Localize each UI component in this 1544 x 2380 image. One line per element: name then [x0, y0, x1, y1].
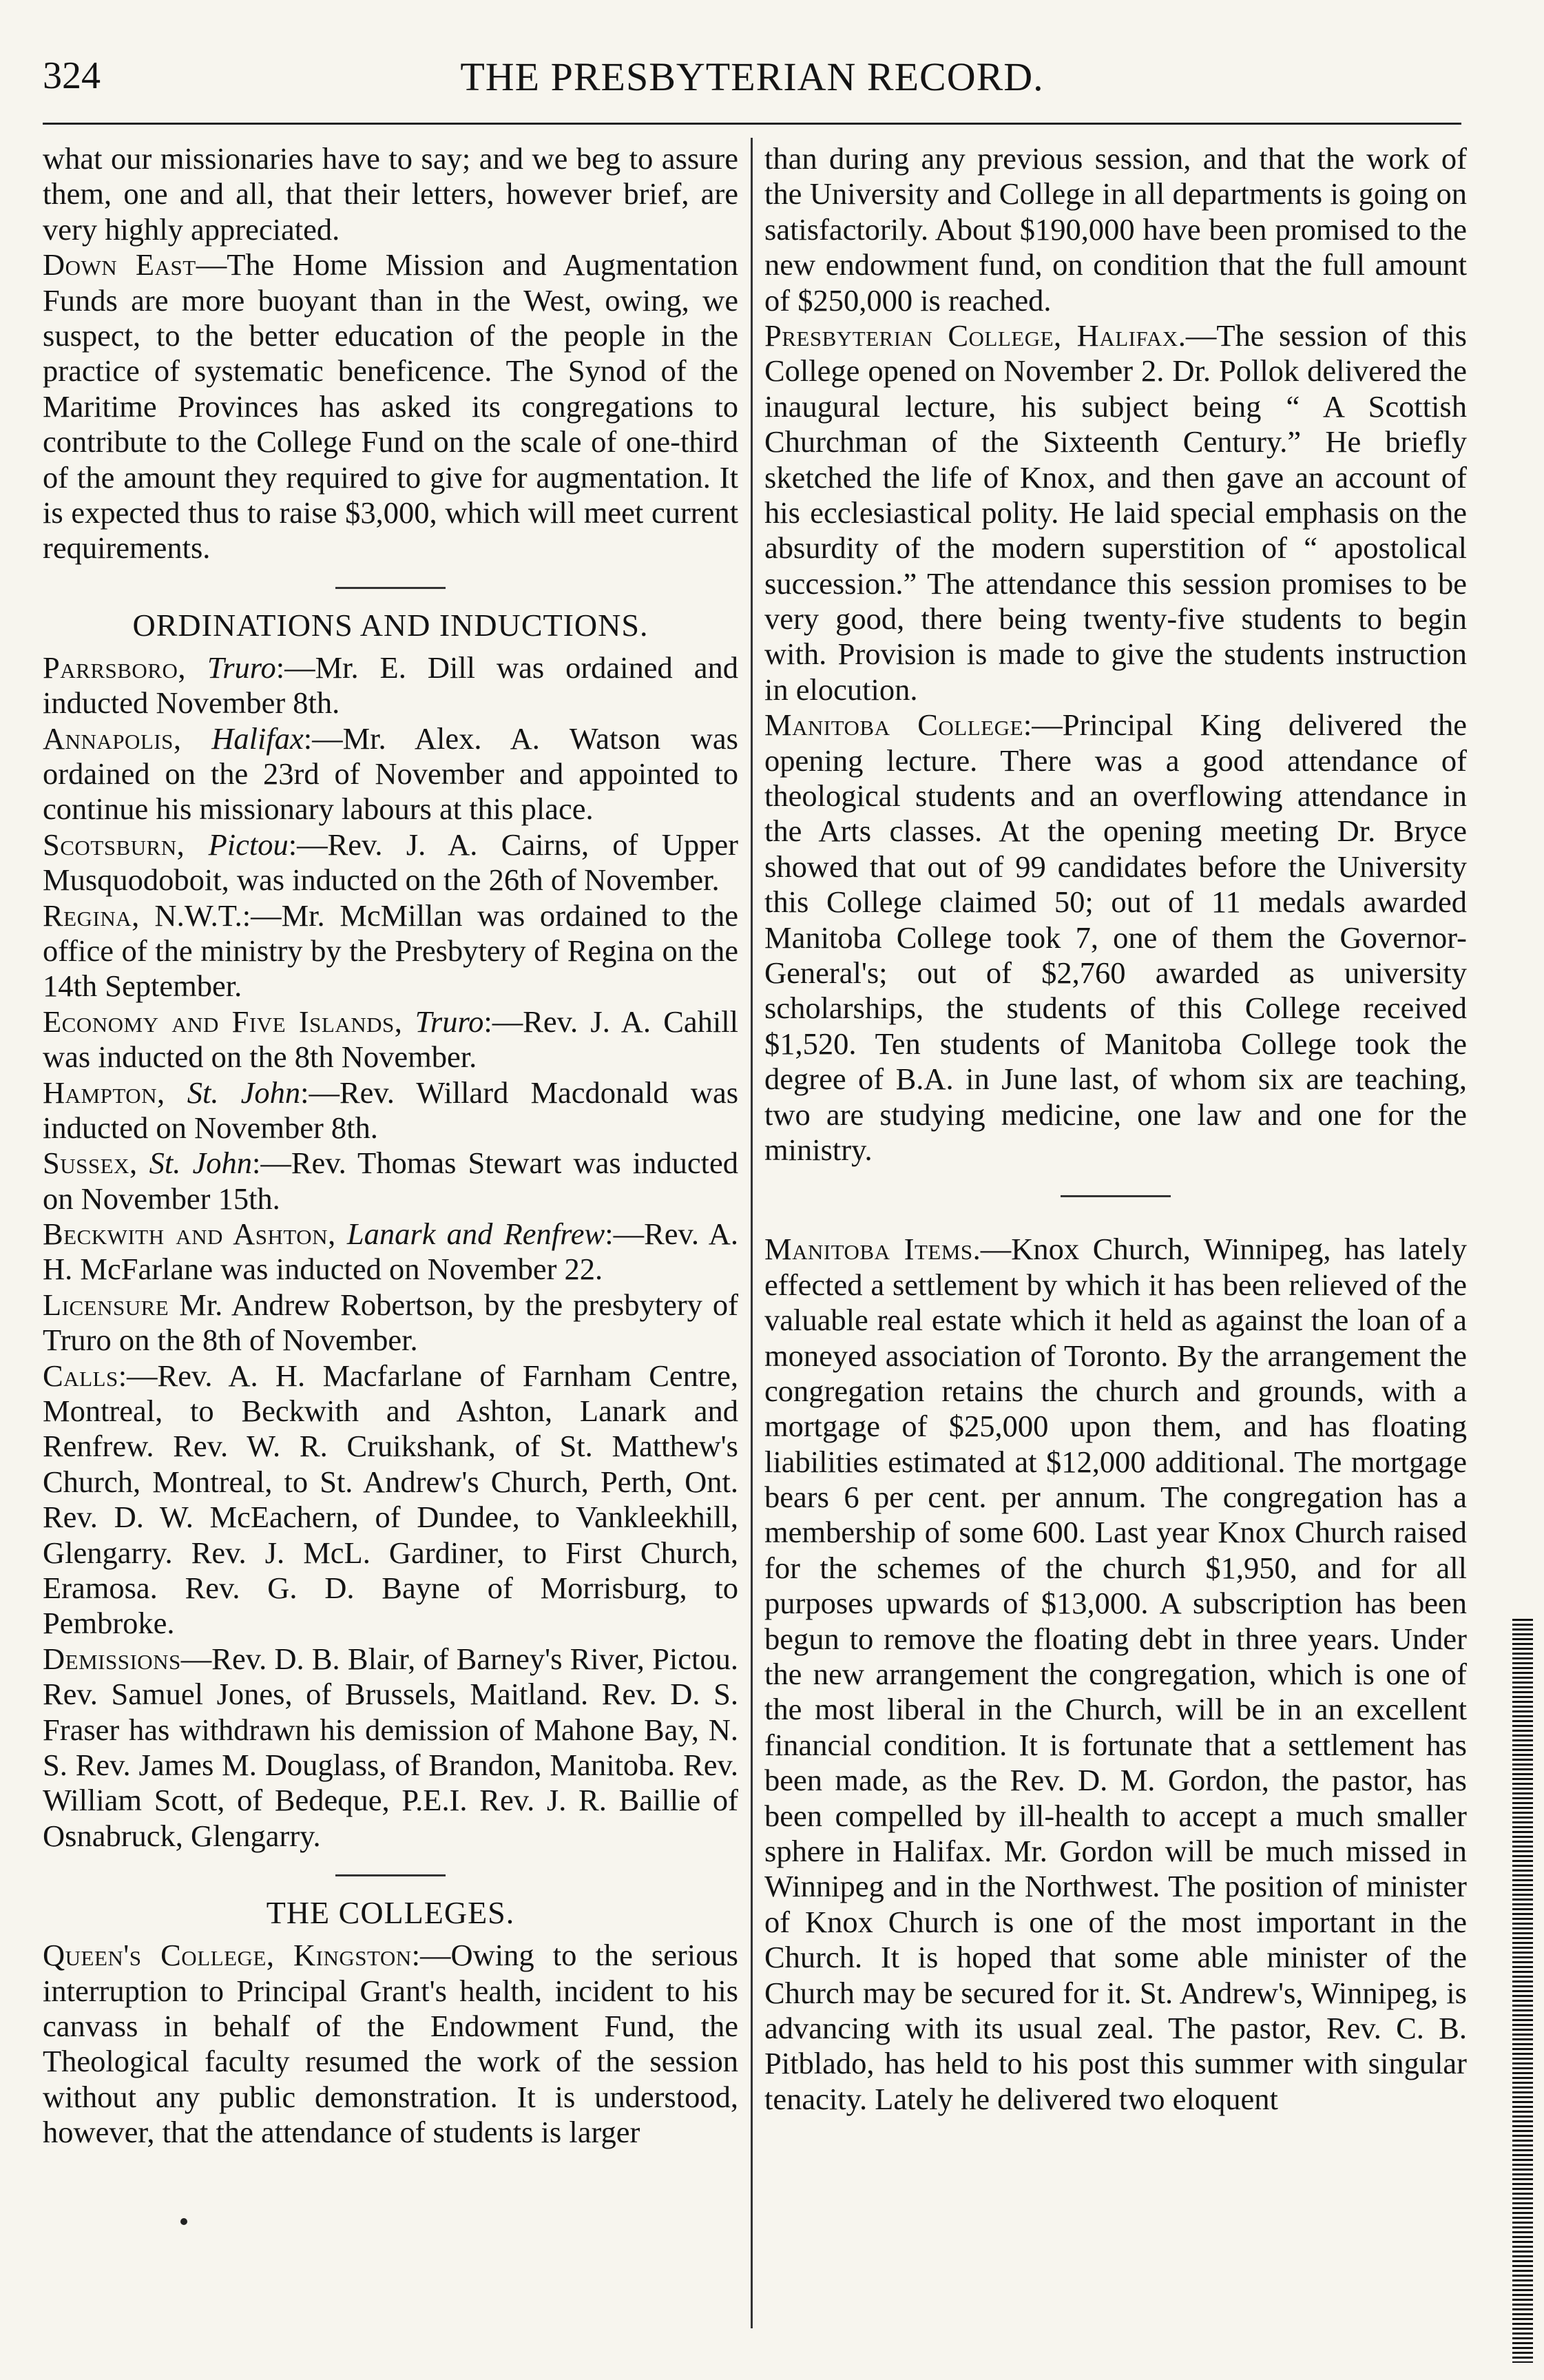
manitoba-college-paragraph	[764, 707, 1467, 1168]
entry-head: Regina,	[43, 898, 140, 933]
down-east-paragraph	[43, 247, 738, 566]
queens-continued-paragraph: than during any previous session, and that the work of the University and College in all departments is going on satisfactorily. About $190,000 have been promised to the new endowment fund, on condition that the full amount of $250,000 is reached.	[764, 141, 1467, 318]
entry-place: Lanark and Renfrew	[346, 1217, 605, 1252]
ink-dot	[180, 2218, 187, 2225]
entry-text: :—Rev. J. A. Cahill was inducted on the 8th November.	[43, 1004, 738, 1075]
ordinations-heading: ORDINATIONS AND INDUCTIONS.	[132, 607, 649, 643]
paragraph-text: .—The session of this College opened on November 2. Dr. Pollok delivered the inaugural lecture, his subject being “ A Scottish Churchman of the Sixteenth Century.” He briefly sketched the life of Knox, and then gave an account of his ecclesiastical polity. He laid special emphasis on the absurdity of the modern superstition of “ apostolical succession.” The attendance this session promises to be very good, there being twenty-five students to begin with. Provision is made to give the students instruction in elocution.	[764, 318, 1467, 707]
entry-head: Hampton,	[43, 1075, 165, 1110]
ordination-entry	[43, 1287, 738, 1358]
entry-head: Sussex,	[43, 1146, 138, 1181]
column-divider	[751, 138, 753, 2328]
ordination-entry	[43, 721, 738, 827]
binding-margin-strip	[1512, 1619, 1533, 2363]
entry-text: :—Rev. A. H. McFarlane was inducted on November 22.	[43, 1217, 738, 1287]
left-column	[43, 141, 738, 2151]
colleges-heading: THE COLLEGES.	[266, 1895, 515, 1931]
section-rule	[335, 587, 446, 589]
entry-place: Truro	[415, 1004, 484, 1039]
page-number: 324	[43, 54, 101, 97]
ordination-entry	[43, 1217, 738, 1287]
entry-text: :—Mr. E. Dill was ordained and inducted November 8th.	[43, 650, 738, 721]
paragraph-text: :—Owing to the serious interruption to Principal Grant's health, incident to his canvass in behalf of the Endowment Fund, the Theological faculty resumed the work of the session without any public demonstration. It is understood, however, that the attendance of students is larger	[43, 1938, 738, 2150]
running-title: THE PRESBYTERIAN RECORD.	[460, 54, 1044, 99]
entry-head: Scotsburn,	[43, 827, 185, 862]
paragraph-text: .—Knox Church, Winnipeg, has lately effected a settlement by which it has been relieved of the valuable real estate which it held as against the loan of a moneyed association of Toronto. By the arrangement the congregation retains the church and grounds, with a mortgage of $25,000 upon them, and has floating liabilities estimated at $12,000 additional. The mortgage bears 6 per cent. per annum. The congregation has a membership of some 600. Last year Knox Church raised for the schemes of the church $1,950, and for all purposes upwards of $13,000. A subscription has been begun to remove the floating debt in three years. Under the new arrangement the congregation, which is one of the most liberal in the Church, will be in an excellent financial condition. It is fortunate that a settlement has been made, as the Rev. D. M. Gordon, the pastor, has been compelled by ill-health to accept a much smaller sphere in Halifax. Mr. Gordon will be much missed in Winnipeg and in the Northwest. The position of minister of Knox Church is one of the most important in the Church. It is hoped that some able minister of the Church may be secured for it. St. Andrew's, Winnipeg, is advancing with its usual zeal. The pastor, Rev. C. B. Pitblado, has held to his post this summer with singular tenacity. Lately he delivered two eloquent	[764, 1232, 1467, 2116]
paragraph-text: —Rev. D. B. Blair, of Barney's River, Pictou. Rev. Samuel Jones, of Brussels, Maitland. Rev. D. S. Fraser has withdrawn his demission of Mahone Bay, N. S. Rev. James M. Douglass, of Brandon, Manitoba. Rev. William Scott, of Bedeque, P.E.I. Rev. J. R. Baillie of Osnabruck, Glengarry.	[43, 1641, 738, 1853]
entry-text: N.W.T.:—Mr. McMillan was ordained to the office of the ministry by the Presbytery of Regina on the 14th September.	[43, 898, 738, 1004]
ordination-entry	[43, 1146, 738, 1217]
paragraph-text: :—Principal King delivered the opening lecture. There was a good attendance of theological students and an overflowing attendance in the Arts classes. At the opening meeting Dr. Bryce showed that out of 99 candidates before the University this College claimed 50; out of 11 medals awarded Manitoba College took 7, one of them the Governor-General's; out of $2,760 awarded as university scholarships, the students of this College received $1,520. Ten students of Manitoba College took the degree of B.A. in June last, of whom six are teaching, two are studying medicine, one law and one for the ministry.	[764, 707, 1467, 1167]
entry-text: :—Rev. Willard Macdonald was inducted on November 8th.	[43, 1075, 739, 1145]
ordination-entry	[43, 827, 738, 898]
entry-head: Parrsboro,	[43, 650, 186, 685]
paragraph-head: Manitoba College	[764, 707, 1023, 743]
paragraph-head: Demissions	[43, 1641, 181, 1676]
paragraph-head: Down East	[43, 247, 196, 282]
page-header	[43, 54, 1461, 109]
header-rule	[43, 123, 1461, 125]
entry-place: St. John	[149, 1146, 252, 1181]
paragraph-head: Manitoba Items	[764, 1232, 973, 1267]
ordination-entry	[43, 1075, 738, 1146]
section-rule	[1061, 1195, 1171, 1197]
entry-place: Truro	[207, 650, 276, 685]
entry-place: Pictou	[208, 827, 289, 862]
entry-place: Halifax	[211, 721, 304, 756]
entry-place: St. John	[187, 1075, 301, 1110]
right-column	[764, 141, 1467, 2117]
halifax-college-paragraph	[764, 318, 1467, 707]
manitoba-items-paragraph	[764, 1232, 1467, 2117]
ordination-entry	[43, 1004, 738, 1075]
entry-text: :—Rev. J. A. Cairns, of Upper Musquodoboit, was inducted on the 26th of November.	[43, 827, 738, 898]
intro-paragraph: what our missionaries have to say; and we beg to assure them, one and all, that their letters, however brief, are very highly appreciated.	[43, 141, 738, 247]
ordination-entry	[43, 650, 738, 721]
entry-head: Annapolis,	[43, 721, 182, 756]
ordination-entry	[43, 898, 738, 1004]
entry-head: Licensure	[43, 1287, 169, 1322]
entry-text: Mr. Andrew Robertson, by the presbytery of Truro on the 8th of November.	[43, 1287, 738, 1358]
calls-paragraph	[43, 1358, 738, 1642]
entry-head: Beckwith and Ashton,	[43, 1217, 336, 1252]
queens-college-paragraph	[43, 1938, 738, 2150]
entry-head: Economy and Five Islands,	[43, 1004, 403, 1039]
section-rule	[335, 1874, 446, 1876]
paragraph-head: Queen's College, Kingston	[43, 1938, 412, 1973]
demissions-paragraph	[43, 1642, 738, 1854]
paragraph-head: Presbyterian College, Halifax	[764, 318, 1178, 353]
entry-text: :—Mr. Alex. A. Watson was ordained on the 23rd of November and appointed to continue his missionary labours at this place.	[43, 721, 738, 827]
paragraph-head: Calls	[43, 1358, 118, 1393]
paragraph-text: :—Rev. A. H. Macfarlane of Farnham Centre, Montreal, to Beckwith and Ashton, Lanark and Renfrew. Rev. W. R. Cruikshank, of St. Matthew's Church, Montreal, to St. Andrew's Church, Perth, Ont. Rev. D. W. McEachern, of Dundee, to Vankleekhill, Glengarry. Rev. J. McL. Gardiner, to First Church, Eramosa. Rev. G. D. Bayne of Morrisburg, to Pembroke.	[43, 1358, 738, 1641]
paragraph-text: —The Home Mission and Augmentation Funds are more buoyant than in the West, owing, we suspect, to the better education of the people in the practice of systematic beneficence. The Synod of the Maritime Provinces has asked its congregations to contribute to the College Fund on the scale of one-third of the amount they required to give for augmentation. It is expected thus to raise $3,000, which will meet current requirements.	[43, 247, 738, 566]
entry-text: :—Rev. Thomas Stewart was inducted on November 15th.	[43, 1146, 738, 1216]
